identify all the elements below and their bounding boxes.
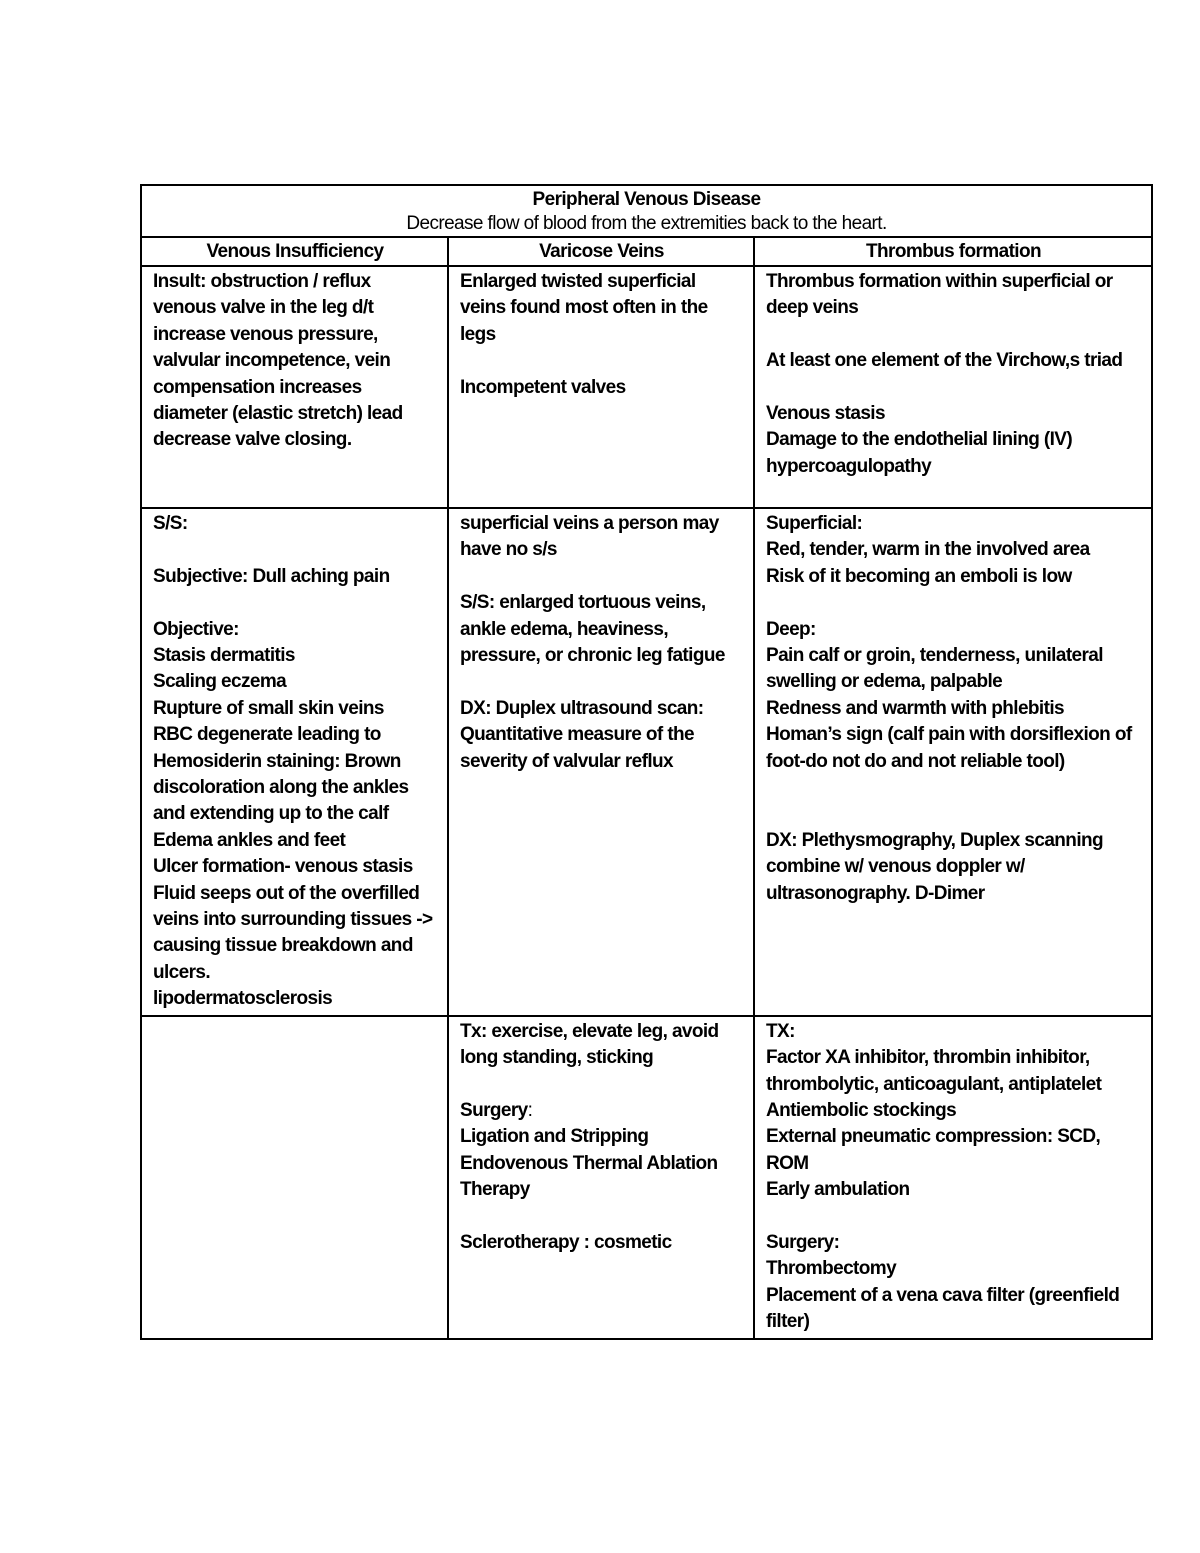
table-subtitle: Decrease flow of blood from the extremities back to the heart. — [406, 213, 887, 234]
objective-item: Fluid seeps out of the overfilled veins into surrounding tissues -> causing tissue breakdown and ulcers. — [153, 882, 433, 983]
header-row — [141, 237, 1152, 266]
venous-definition-cell — [141, 266, 448, 508]
thrombus-surgery-item: Placement of a vena cava filter (greenfield filter) — [766, 1284, 1120, 1333]
virchow-triad-text: At least one element of the Virchow,s triad — [766, 350, 1123, 372]
table-title-cell — [141, 185, 1152, 237]
varicose-surgery-colon: : — [527, 1099, 533, 1121]
varicose-dx-paragraph — [460, 696, 743, 775]
varicose-tx-text: exercise, elevate leg, avoid long standing, sticking — [460, 1020, 719, 1069]
varicose-definition-text: Enlarged twisted superficial veins found most often in the legs — [460, 271, 708, 345]
thrombus-dx-paragraph — [766, 828, 1141, 907]
deep-item: Homan’s sign (calf pain with dorsiflexion of foot-do not do and not reliable tool) — [766, 724, 1132, 772]
varicose-incompetent-valves: Incompetent valves — [460, 376, 626, 398]
table-title: Peripheral Venous Disease — [532, 189, 761, 210]
thrombus-tx-label: TX: — [766, 1020, 795, 1042]
spacer — [153, 537, 437, 563]
spacer — [153, 590, 437, 616]
thrombus-surgery-label: Surgery: — [766, 1231, 840, 1253]
spacer — [766, 322, 1141, 348]
spacer — [766, 775, 1141, 801]
thrombus-surgery-item: Thrombectomy — [766, 1258, 897, 1280]
spacer — [460, 669, 743, 695]
superficial-item: Risk of it becoming an emboli is low — [766, 565, 1072, 587]
objective-item: Scaling eczema — [153, 671, 287, 693]
spacer — [460, 1072, 743, 1098]
varicose-definition-cell — [448, 266, 754, 508]
varicose-tx-label: Tx: — [460, 1020, 487, 1042]
objective-item: Rupture of small skin veins — [153, 697, 384, 719]
objective-item: Edema ankles and feet — [153, 829, 346, 851]
spacer — [766, 1204, 1141, 1230]
objective-item: RBC degenerate leading to Hemosiderin staining: Brown discoloration along the ankles and extending up to the calf — [153, 724, 409, 825]
superficial-label: Superficial: — [766, 513, 863, 534]
header-thrombus-formation: Thrombus formation — [754, 237, 1152, 266]
thrombus-dx-label: DX: — [766, 829, 797, 851]
definition-row — [141, 266, 1152, 508]
triad-item: hypercoagulopathy — [766, 455, 932, 477]
subjective-line — [153, 564, 437, 590]
thrombus-treatment-cell — [754, 1016, 1152, 1339]
triad-item: Venous stasis — [766, 403, 885, 424]
thrombus-tx-item: Antiembolic stockings — [766, 1099, 957, 1121]
spacer — [766, 801, 1141, 827]
subjective-text: Dull aching pain — [247, 565, 390, 587]
thrombus-definition-text: Thrombus formation within superficial or deep veins — [766, 271, 1113, 319]
objective-label: Objective: — [153, 618, 239, 640]
varicose-surgery-heading — [460, 1098, 743, 1124]
header-varicose-veins: Varicose Veins — [448, 237, 754, 266]
varicose-dx-label: DX: — [460, 697, 491, 719]
peripheral-venous-disease-table — [140, 184, 1153, 1340]
deep-label: Deep: — [766, 618, 816, 640]
venous-definition-text: Insult: obstruction / reflux venous valve in the leg d/t increase venous pressure, valvular incompetence, vein compensation increases diameter (elastic stretch) lead decrease valve closing. — [153, 271, 403, 451]
ss-label: S/S: — [153, 513, 188, 534]
document-table-wrapper — [140, 184, 1151, 1340]
spacer — [460, 1204, 743, 1230]
varicose-dx-text: Duplex ultrasound scan: Quantitative measure of the severity of valvular reflux — [460, 697, 704, 772]
objective-item: Ulcer formation- venous stasis — [153, 856, 413, 878]
thrombus-tx-item: Factor XA inhibitor, thrombin inhibitor, thrombolytic, anticoagulant, antiplatelet — [766, 1047, 1102, 1095]
subjective-label: Subjective: — [153, 565, 248, 587]
objective-item: Stasis dermatitis — [153, 645, 295, 666]
spacer — [460, 348, 743, 374]
header-venous-insufficiency: Venous Insufficiency — [141, 237, 448, 266]
venous-signs-cell — [141, 508, 448, 1016]
varicose-ss-text: enlarged tortuous veins, ankle edema, heaviness, pressure, or chronic leg fatigue — [460, 592, 725, 667]
superficial-item: Red, tender, warm in the involved area — [766, 539, 1090, 561]
objective-item: lipodermatosclerosis — [153, 988, 333, 1010]
thrombus-definition-cell — [754, 266, 1152, 508]
varicose-ss-label: S/S: — [460, 592, 495, 614]
thrombus-tx-item: External pneumatic compression: SCD, ROM — [766, 1126, 1101, 1174]
thrombus-signs-cell — [754, 508, 1152, 1016]
triad-item: Damage to the endothelial lining (IV) — [766, 429, 1073, 451]
varicose-surgery-label: Surgery — [460, 1099, 528, 1121]
title-row — [141, 185, 1152, 237]
varicose-surgery-item: Ligation and Stripping — [460, 1126, 649, 1148]
signs-symptoms-row — [141, 508, 1152, 1016]
treatment-row — [141, 1016, 1152, 1339]
varicose-surgery-item: Endovenous Thermal Ablation Therapy — [460, 1152, 718, 1201]
sclerotherapy-text: Sclerotherapy : cosmetic — [460, 1231, 672, 1253]
varicose-tx-paragraph — [460, 1019, 743, 1072]
thrombus-dx-text: Plethysmography, Duplex scanning combine w/ venous doppler w/ ultrasonography. D-Dimer — [766, 829, 1104, 904]
venous-treatment-cell — [141, 1016, 448, 1339]
varicose-signs-cell — [448, 508, 754, 1016]
varicose-no-symptoms-text: superficial veins a person may have no s/s — [460, 513, 719, 561]
spacer — [766, 375, 1141, 401]
varicose-ss-paragraph — [460, 590, 743, 669]
varicose-treatment-cell — [448, 1016, 754, 1339]
deep-item: Pain calf or groin, tenderness, unilateral swelling or edema, palpable — [766, 645, 1103, 693]
deep-item: Redness and warmth with phlebitis — [766, 697, 1064, 719]
spacer — [460, 564, 743, 590]
thrombus-tx-item: Early ambulation — [766, 1179, 910, 1201]
spacer — [766, 590, 1141, 616]
